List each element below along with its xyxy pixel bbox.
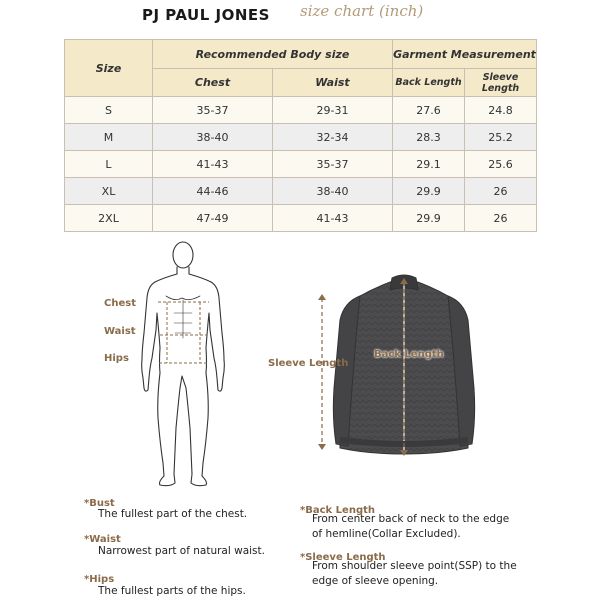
definition-desc-line-1: From shoulder sleeve point(SSP) to the <box>312 560 517 572</box>
cell-back-length: 29.9 <box>393 178 465 205</box>
definition-title: Waist <box>89 534 121 545</box>
definition-desc: The fullest part of the chest. <box>98 508 248 520</box>
table-row <box>65 178 537 205</box>
table-row <box>65 151 537 178</box>
cell-back-length: 27.6 <box>393 97 465 124</box>
body-label-hips: Hips <box>104 353 129 364</box>
definition-title: Hips <box>89 574 115 585</box>
cell-sleeve-length: 26 <box>465 205 537 232</box>
definition-desc: Narrowest part of natural waist. <box>98 545 265 557</box>
cell-waist: 38-40 <box>273 178 393 205</box>
table-header-row <box>65 40 537 69</box>
cell-sleeve-length: 26 <box>465 178 537 205</box>
group-header-body: Recommended Body size <box>153 40 393 69</box>
definition-desc-line-2: of hemline(Collar Excluded). <box>312 528 461 540</box>
asterisk-icon: * <box>300 505 306 516</box>
body-label-chest: Chest <box>104 298 136 309</box>
cell-size: L <box>65 151 153 178</box>
cell-waist: 41-43 <box>273 205 393 232</box>
cell-sleeve-length: 25.2 <box>465 124 537 151</box>
body-outline-figure <box>130 238 260 493</box>
col-header-back-length: Back Length <box>393 69 465 97</box>
cell-back-length: 28.3 <box>393 124 465 151</box>
cell-sleeve-length: 24.8 <box>465 97 537 124</box>
size-table <box>64 39 537 232</box>
garment-label-sleeve-length: Sleeve Length <box>268 358 349 369</box>
asterisk-icon: * <box>84 498 90 509</box>
definition-desc-line-1: From center back of neck to the edge <box>312 513 510 525</box>
brand-title: PJ PAUL JONES <box>142 6 270 24</box>
body-label-waist: Waist <box>104 326 136 337</box>
cell-size: XL <box>65 178 153 205</box>
col-header-chest: Chest <box>153 69 273 97</box>
cell-waist: 35-37 <box>273 151 393 178</box>
cell-chest: 41-43 <box>153 151 273 178</box>
asterisk-icon: * <box>84 574 90 585</box>
cell-waist: 29-31 <box>273 97 393 124</box>
cell-chest: 47-49 <box>153 205 273 232</box>
cell-size: 2XL <box>65 205 153 232</box>
garment-label-back-length: Back Length <box>374 349 444 360</box>
cell-chest: 35-37 <box>153 97 273 124</box>
asterisk-icon: * <box>84 534 90 545</box>
cell-chest: 44-46 <box>153 178 273 205</box>
definition-desc-line-2: edge of sleeve opening. <box>312 575 439 587</box>
cell-chest: 38-40 <box>153 124 273 151</box>
col-header-sleeve-length: Sleeve Length <box>465 69 537 97</box>
table-row <box>65 97 537 124</box>
table-row <box>65 124 537 151</box>
definition-desc: The fullest parts of the hips. <box>98 585 246 597</box>
cell-size: M <box>65 124 153 151</box>
group-header-garment: Garment Measurement <box>393 40 537 69</box>
cell-back-length: 29.1 <box>393 151 465 178</box>
size-header: Size <box>65 40 153 97</box>
col-header-waist: Waist <box>273 69 393 97</box>
cell-size: S <box>65 97 153 124</box>
definition-title: Back Length <box>305 505 375 516</box>
cell-back-length: 29.9 <box>393 205 465 232</box>
cell-sleeve-length: 25.6 <box>465 151 537 178</box>
size-chart-caption: size chart (inch) <box>300 2 424 20</box>
asterisk-icon: * <box>300 552 306 563</box>
definition-title: Bust <box>89 498 115 509</box>
table-row <box>65 205 537 232</box>
cell-waist: 32-34 <box>273 124 393 151</box>
definition-title: Sleeve Length <box>305 552 386 563</box>
